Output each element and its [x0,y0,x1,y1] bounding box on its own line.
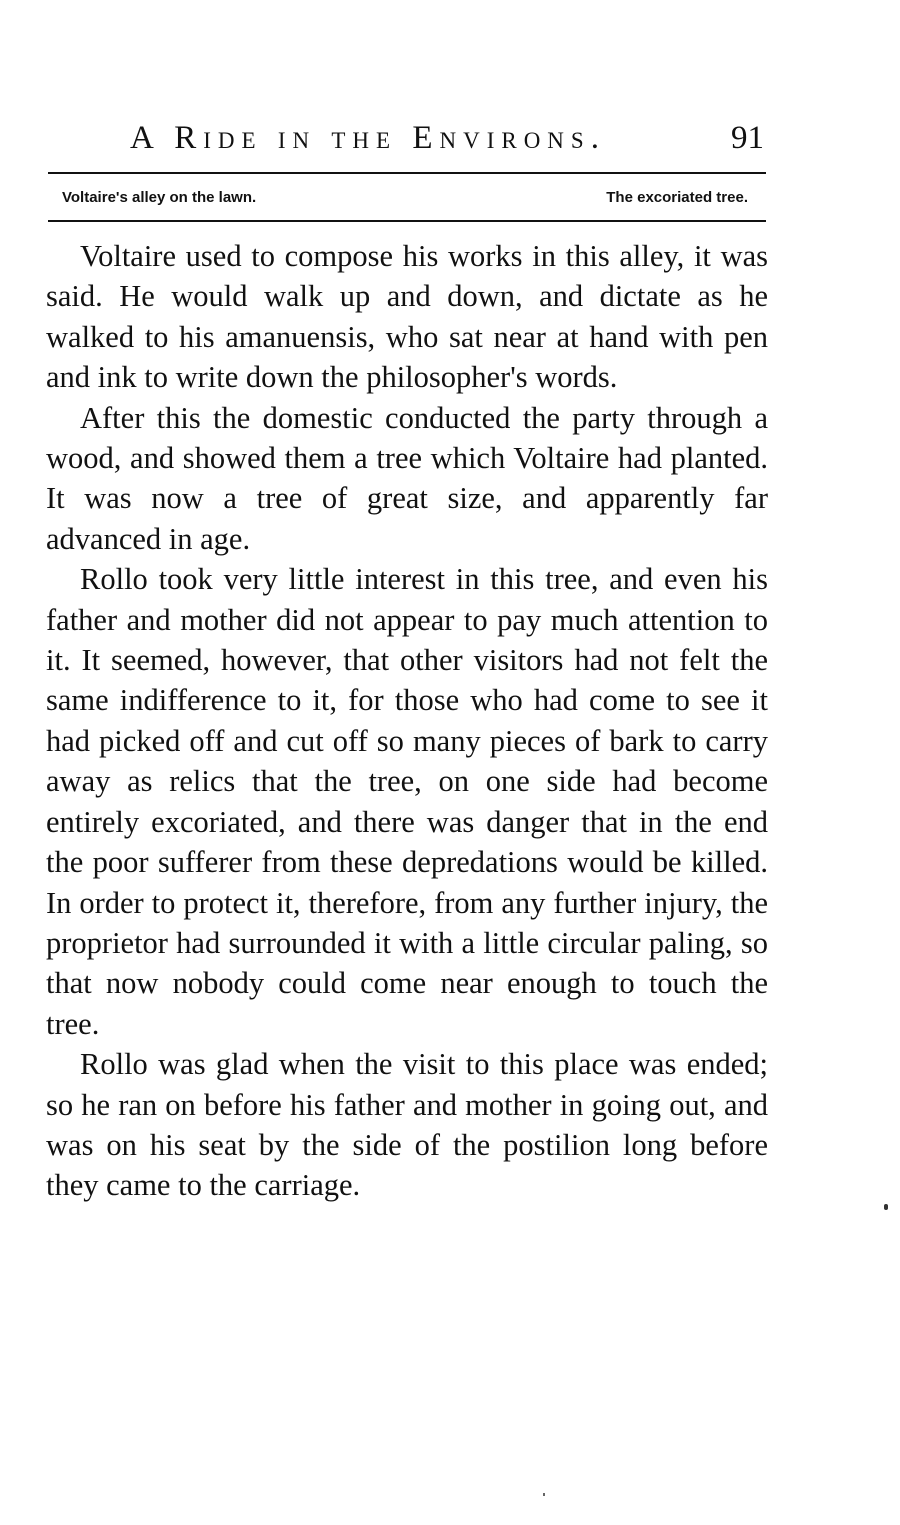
ink-speck [884,1204,888,1210]
sidenote-left: Voltaire's alley on the lawn. [62,189,257,206]
paragraph: After this the domestic conducted the party through a wood, and showed them a tree which Voltaire had planted. It was now a tree of great size, and apparently far advanced in age. [46,400,768,556]
paragraph: Rollo was glad when the visit to this place was ended; so he ran on before his father and mother in going out, and was on his seat by the side of the postilion long before they came to the carriage. [46,1047,768,1203]
page-body [46,236,768,1206]
running-title: A Ride in the Environs. [130,120,606,156]
sidenote-right: The excoriated tree. [606,189,748,206]
ink-speck [543,1493,545,1496]
paragraph: Voltaire used to compose his works in this alley, it was said. He would walk up and down, and dictate as he walked to his amanuensis, who sat near at hand with pen and ink to write down the philosopher's words. [46,239,768,395]
header-rule-bottom [48,220,766,222]
page-number: 91 [731,120,764,156]
paragraph: Rollo took very little interest in this tree, and even his father and mother did not appear to pay much attention to it. It seemed, however, that other visitors had not felt the same indifference to it, for those who had come to see it had picked off and cut off so many pieces of bark to carry away as relics that the tree, on one side had become entirely excoriated, and there was danger that in the end the poor sufferer from these depredations would be killed. In order to protect it, therefore, from any further injury, the proprietor had surrounded it with a little circular paling, so that now nobody could come near enough to touch the tree. [46,562,768,1041]
running-header [130,120,770,160]
header-rule-top [48,172,766,174]
